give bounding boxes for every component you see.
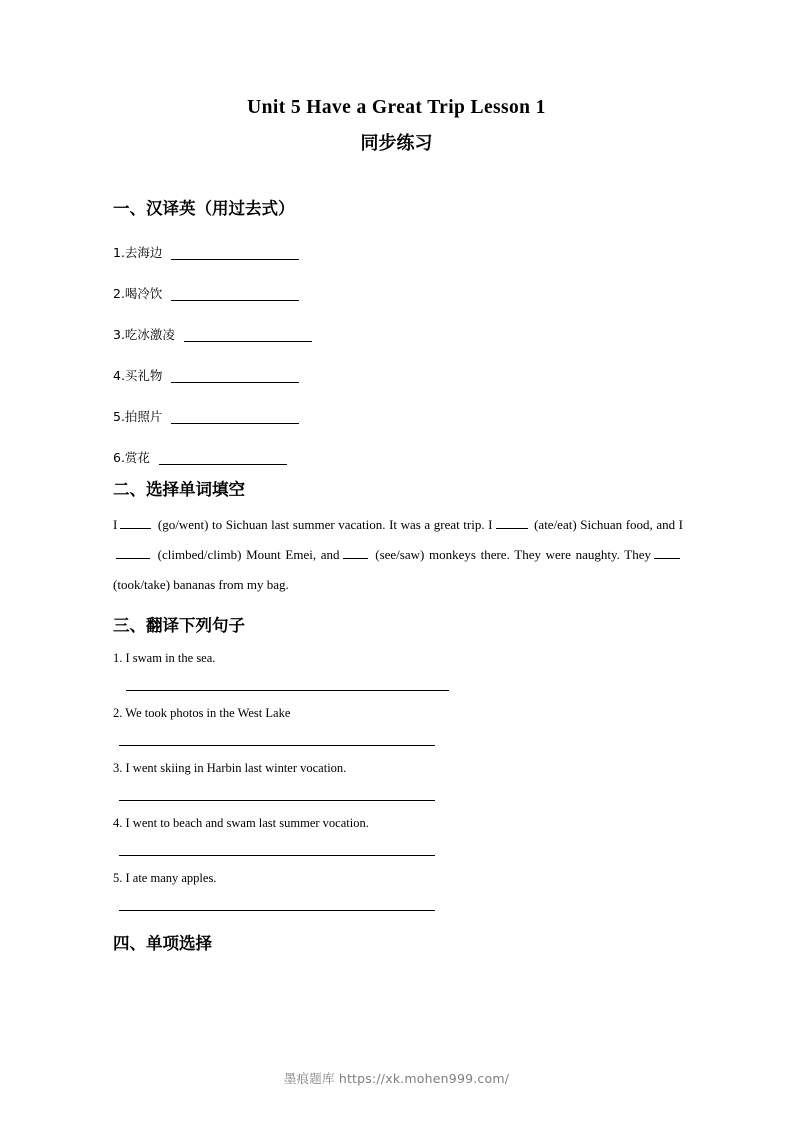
section-heading-three: 三、翻译下列句子 — [113, 615, 245, 635]
word-label: 1.去海边 — [113, 244, 163, 260]
word-label: 3.吃冰激凌 — [113, 326, 175, 342]
cloze-text-1: I — [113, 516, 118, 532]
footer-watermark: 墨痕题库 https://xk.mohen999.com/ — [283, 1071, 510, 1086]
list-item — [113, 636, 680, 691]
list-item — [113, 342, 680, 383]
cloze-text-6: (took/take) bananas from my bag. — [113, 576, 289, 592]
word-translation-list — [113, 219, 680, 465]
page-subtitle: 同步练习 — [360, 133, 433, 155]
list-item — [113, 746, 680, 801]
section-heading-two: 二、选择单词填空 — [113, 480, 245, 500]
cloze-blank-2[interactable] — [496, 517, 528, 529]
sentence-text: 3. I went skiing in Harbin last winter vocation. — [113, 761, 347, 776]
word-label: 5.拍照片 — [113, 408, 163, 424]
cloze-text-5: (see/saw) monkeys there. They were naughty. They — [375, 546, 651, 562]
answer-blank[interactable] — [184, 328, 312, 342]
word-label: 4.买礼物 — [113, 367, 163, 383]
answer-blank[interactable] — [171, 246, 299, 260]
sentence-text: 4. I went to beach and swam last summer vocation. — [113, 816, 369, 831]
section-heading-four: 四、单项选择 — [113, 934, 212, 954]
list-item — [113, 301, 680, 342]
section-heading-one: 一、汉译英（用过去式） — [113, 198, 295, 218]
answer-blank[interactable] — [159, 451, 287, 465]
list-item — [113, 691, 680, 746]
list-item — [113, 383, 680, 424]
cloze-blank-3[interactable] — [116, 547, 150, 559]
answer-blank[interactable] — [171, 369, 299, 383]
cloze-blank-5[interactable] — [654, 547, 680, 559]
sentence-translation-list — [113, 636, 680, 911]
answer-blank[interactable] — [171, 410, 299, 424]
cloze-blank-1[interactable] — [120, 517, 151, 529]
cloze-text-4: (climbed/climb) Mount Emei, and — [157, 546, 340, 562]
cloze-blank-4[interactable] — [343, 547, 368, 559]
list-item — [113, 801, 680, 856]
cloze-paragraph — [113, 501, 683, 600]
word-label: 2.喝冷饮 — [113, 285, 163, 301]
sentence-text: 1. I swam in the sea. — [113, 651, 216, 666]
list-item — [113, 424, 680, 465]
list-item — [113, 856, 680, 911]
page-title: Unit 5 Have a Great Trip Lesson 1 — [247, 97, 546, 118]
cloze-text-2: (go/went) to Sichuan last summer vacation. It was a great trip. I — [157, 516, 493, 532]
list-item — [113, 219, 680, 260]
sentence-text: 2. We took photos in the West Lake — [113, 706, 291, 721]
word-label: 6.赏花 — [113, 449, 150, 465]
sentence-text: 5. I ate many apples. — [113, 871, 217, 886]
list-item — [113, 260, 680, 301]
answer-blank[interactable] — [171, 287, 299, 301]
cloze-text-3: (ate/eat) Sichuan food, and I — [534, 516, 684, 532]
